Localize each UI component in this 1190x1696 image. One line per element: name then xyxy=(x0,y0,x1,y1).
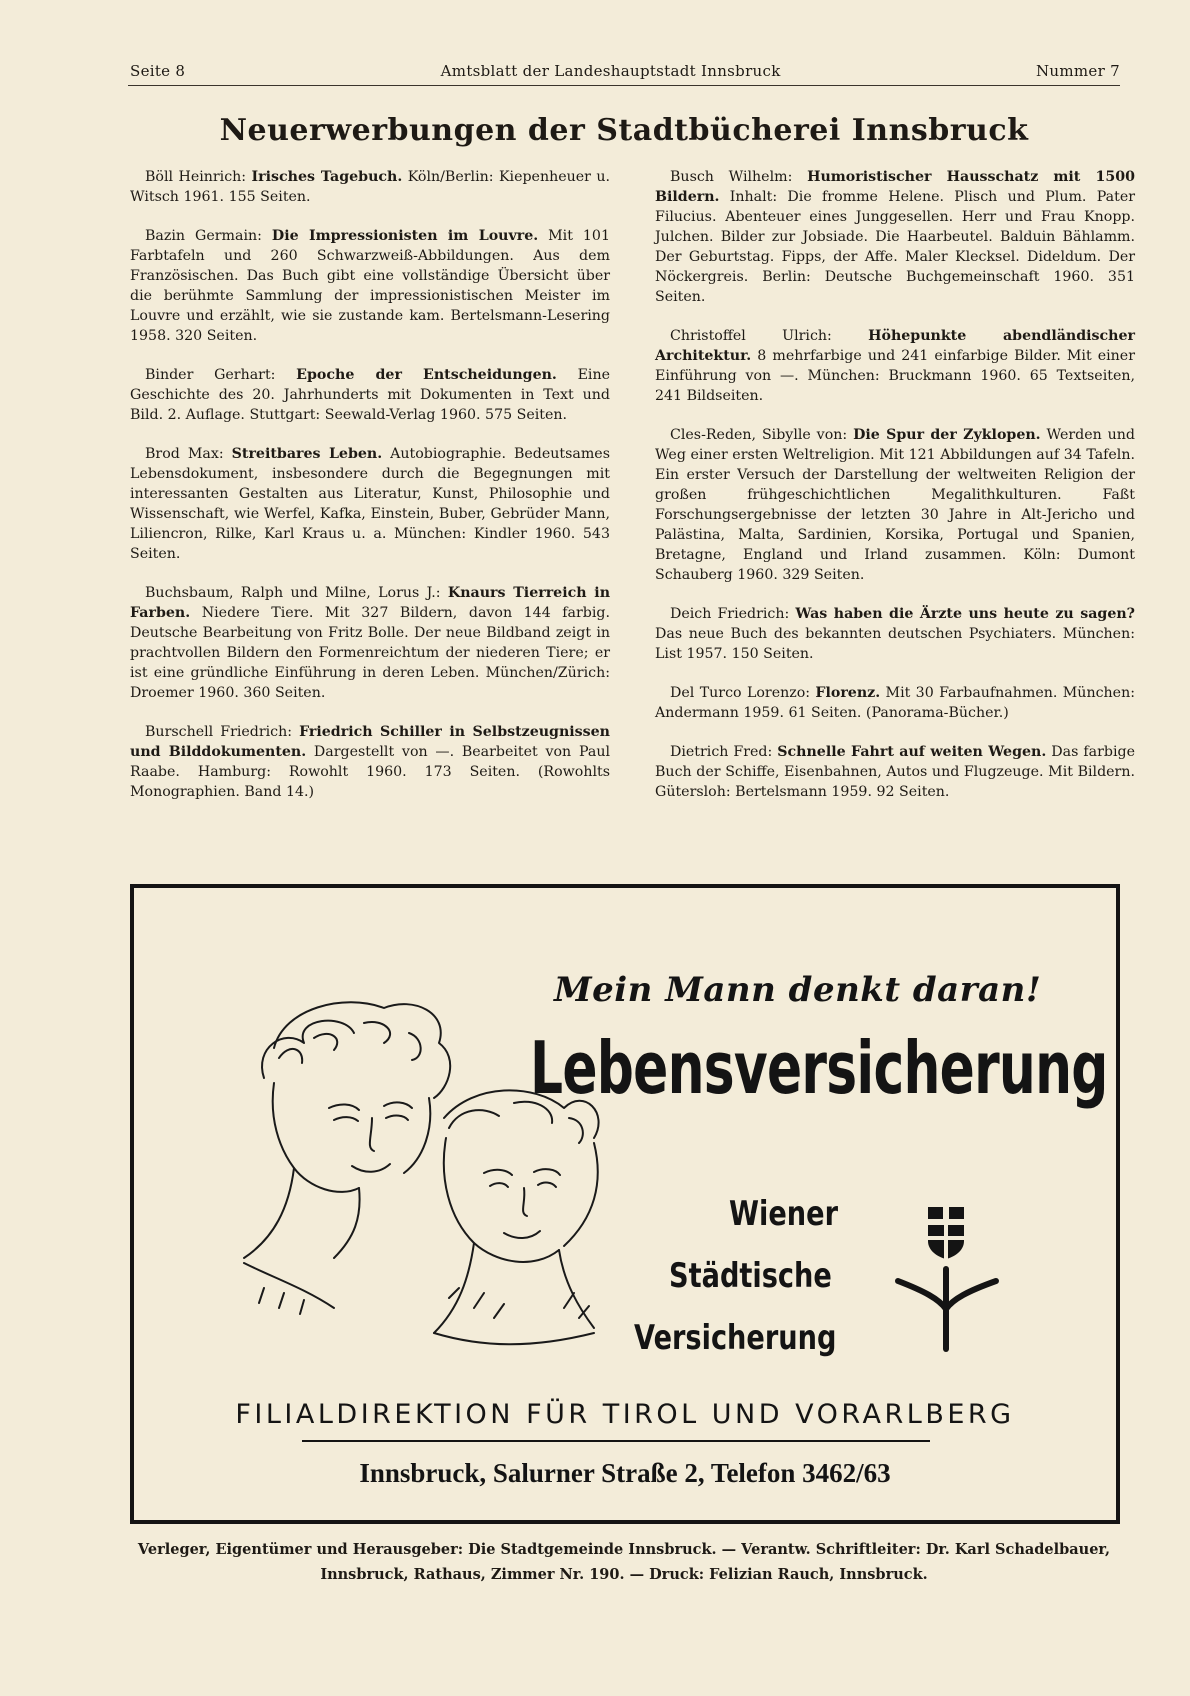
running-header xyxy=(130,62,1120,80)
book-title: Was haben die Ärzte uns heute zu sagen? xyxy=(795,606,1135,622)
right-column xyxy=(655,167,1135,821)
insurer-name-line: Wiener xyxy=(729,1194,838,1234)
branch-office: FILIALDIREKTION FÜR TIROL UND VORARLBERG xyxy=(235,1399,1015,1430)
ad-divider xyxy=(302,1440,930,1442)
insurance-advertisement xyxy=(130,884,1120,1524)
publication-title: Amtsblatt der Landeshauptstadt Innsbruck xyxy=(440,62,781,80)
insurer-name xyxy=(634,1183,874,1369)
ad-tagline: Mein Mann denkt daran! xyxy=(554,970,1042,1010)
branch-address: Innsbruck, Salurner Straße 2, Telefon 3462/63 xyxy=(359,1458,891,1488)
book-entry: Dietrich Fred: Schnelle Fahrt auf weiten Wegen. Das farbige Buch der Schiffe, Eisenbahnen, Autos und Flugzeuge. Mit Bildern. Gütersloh: Bertelsmann 1959. 92 Seiten. xyxy=(655,744,1135,800)
book-entry: Busch Wilhelm: Humoristischer Hausschatz mit 1500 Bildern. Inhalt: Die fromme Helene. Plisch und Plum. Pater Filucius. Abenteuer eines Junggesellen. Herr und Frau Knopp. Julchen. Bilder zur Jobsiade. Die Haarbeutel. Balduin Bählamm. Der Geburtstag. Fipps, der Affe. Maler Klecksel. Dideldum. Der Nöckergreis. Berlin: Deutsche Buchgemeinschaft 1960. 351 Seiten. xyxy=(655,169,1135,305)
issue-number: Nummer 7 xyxy=(1036,62,1120,80)
left-column xyxy=(130,167,610,821)
book-entry: Christoffel Ulrich: Höhepunkte abendländischer Architektur. 8 mehrfarbige und 241 einfarbige Bilder. Mit einer Einführung von —. München: Bruckmann 1960. 65 Textseiten, 241 Bildseiten. xyxy=(655,328,1135,404)
book-entry: Böll Heinrich: Irisches Tagebuch. Köln/Berlin: Kiepenheuer u. Witsch 1961. 155 Seiten. xyxy=(130,169,610,205)
book-title: Epoche der Entscheidungen. xyxy=(296,367,557,383)
book-title: Irisches Tagebuch. xyxy=(251,169,403,185)
insurer-name-line: Versicherung xyxy=(634,1318,837,1358)
book-title: Florenz. xyxy=(815,685,881,701)
page-title: Neuerwerbungen der Stadtbücherei Innsbruck xyxy=(219,113,1029,148)
book-entry: Cles-Reden, Sibylle von: Die Spur der Zyklopen. Werden und Weg einer ersten Weltreligion. Mit 121 Abbildungen auf 34 Tafeln. Ein erster Versuch der Darstellung der weltweiten Religion der großen frühgeschichtlichen Megalithkulturen. Faßt Forschungsergebnisse der letzten 30 Jahre in Alt-Jericho und Palästina, Malta, Sardinien, Korsika, Portugal und Spanien, Bretagne, England und Irland zusammen. Köln: Dumont Schauberg 1960. 329 Seiten. xyxy=(655,427,1135,583)
page-number: Seite 8 xyxy=(130,62,186,80)
book-title: Höhepunkte abendländischer Architektur. xyxy=(655,328,1135,364)
book-entry: Bazin Germain: Die Impressionisten im Louvre. Mit 101 Farbtafeln und 260 Schwarzweiß-Abbildungen. Aus dem Französischen. Das Buch gibt eine vollständige Übersicht über die berühmte Sammlung der impressionistischen Meister im Louvre und erzählt, wie sie zustande kam. Bertelsmann-Lesering 1958. 320 Seiten. xyxy=(130,228,610,344)
book-entry: Del Turco Lorenzo: Florenz. Mit 30 Farbaufnahmen. München: Andermann 1959. 61 Seiten. (Panorama-Bücher.) xyxy=(655,685,1135,721)
imprint-line: Verleger, Eigentümer und Herausgeber: Die Stadtgemeinde Innsbruck. — Verantw. Schriftleiter: Dr. Karl Schadelbauer, xyxy=(137,1541,1111,1558)
book-entry: Deich Friedrich: Was haben die Ärzte uns heute zu sagen? Das neue Buch des bekannten deutschen Psychiaters. München: List 1957. 150 Seiten. xyxy=(655,606,1135,662)
book-entry: Burschell Friedrich: Friedrich Schiller in Selbstzeugnissen und Bilddokumenten. Dargestellt von —. Bearbeitet von Paul Raabe. Hamburg: Rowohlt 1960. 173 Seiten. (Rowohlts Monographien. Band 14.) xyxy=(130,724,610,800)
header-rule xyxy=(128,85,1120,86)
book-title: Die Impressionisten im Louvre. xyxy=(271,228,539,244)
insurer-logo-icon xyxy=(894,1203,1004,1353)
ad-headline: Lebensversicherung xyxy=(530,1026,1108,1110)
book-title: Humoristischer Hausschatz mit 1500 Bildern. xyxy=(655,169,1135,205)
book-title: Friedrich Schiller in Selbstzeugnissen und Bilddokumenten. xyxy=(130,724,610,760)
book-title: Streitbares Leben. xyxy=(231,446,383,462)
book-entry: Buchsbaum, Ralph und Milne, Lorus J.: Knaurs Tierreich in Farben. Niedere Tiere. Mit 327 Bildern, davon 144 farbig. Deutsche Bearbeitung von Fritz Bolle. Der neue Bildband zeigt in prachtvollen Bildern den Formenreichtum der niederen Tiere; er ist eine gründliche Einführung in deren Leben. München/Zürich: Droemer 1960. 360 Seiten. xyxy=(130,585,611,701)
imprint-line: Innsbruck, Rathaus, Zimmer Nr. 190. — Druck: Felizian Rauch, Innsbruck. xyxy=(320,1566,928,1583)
book-entry: Binder Gerhart: Epoche der Entscheidungen. Eine Geschichte des 20. Jahrhunderts mit Dokumenten in Text und Bild. 2. Auflage. Stuttgart: Seewald-Verlag 1960. 575 Seiten. xyxy=(130,367,610,423)
book-title: Schnelle Fahrt auf weiten Wegen. xyxy=(777,744,1047,760)
book-entry: Brod Max: Streitbares Leben. Autobiographie. Bedeutsames Lebensdokument, insbesondere durch die Begegnungen mit interessanten Gestalten aus Literatur, Kunst, Philosophie und Wissenschaft, wie Werfel, Kafka, Einstein, Buber, Gebrüder Mann, Liliencron, Rilke, Karl Kraus u. a. München: Kindler 1960. 543 Seiten. xyxy=(130,446,610,562)
book-title: Die Spur der Zyklopen. xyxy=(853,427,1041,443)
insurer-name-line: Städtische xyxy=(669,1256,832,1296)
imprint xyxy=(128,1537,1120,1587)
book-title: Knaurs Tierreich in Farben. xyxy=(130,585,611,621)
